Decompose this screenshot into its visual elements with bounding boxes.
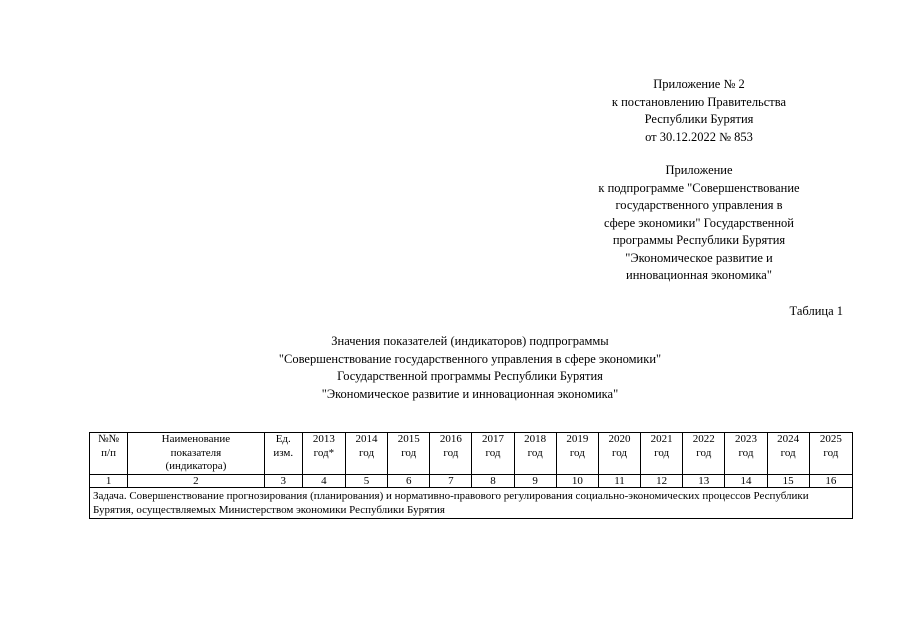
header-text: показателя — [170, 446, 222, 459]
column-number-cell: 2 — [128, 474, 265, 487]
header-text: п/п — [101, 446, 116, 459]
column-number-cell: 11 — [598, 474, 640, 487]
header-cell-year — [388, 433, 430, 475]
header-cell-year — [556, 433, 598, 475]
year-label: 2024 — [777, 433, 800, 445]
column-number-cell: 1 — [90, 474, 128, 487]
year-label: 2025 — [819, 433, 842, 445]
year-suffix: год — [527, 446, 543, 459]
header-cell-unit — [264, 433, 302, 475]
indicators-table — [89, 432, 853, 519]
table-header-row — [90, 433, 853, 475]
header-cell-year — [514, 433, 556, 475]
appendix-sub-line: сфере экономики" Государственной — [603, 215, 794, 230]
header-text: Ед. — [275, 433, 291, 445]
header-cell-year — [598, 433, 640, 475]
table-label: Таблица 1 — [789, 304, 843, 318]
header-cell-year — [809, 433, 852, 475]
appendix-sub-line: к подпрограмме "Совершенствование — [598, 180, 800, 195]
column-number-cell: 8 — [472, 474, 514, 487]
year-suffix: год — [654, 446, 670, 459]
appendix-main-line: Республики Бурятия — [644, 112, 754, 126]
title-line: Государственной программы Республики Бурятия — [337, 369, 603, 383]
column-number-cell: 3 — [264, 474, 302, 487]
column-number-cell: 13 — [683, 474, 725, 487]
year-suffix: год — [738, 446, 754, 459]
year-label: 2014 — [355, 433, 378, 445]
header-text: изм. — [273, 446, 294, 459]
header-cell-number — [90, 433, 128, 475]
year-suffix: год — [485, 446, 501, 459]
column-number-cell: 12 — [641, 474, 683, 487]
header-cell-year — [472, 433, 514, 475]
header-cell-year — [725, 433, 767, 475]
year-label: 2020 — [608, 433, 631, 445]
column-number-row — [90, 474, 853, 487]
year-suffix: год — [569, 446, 585, 459]
year-label: 2018 — [524, 433, 547, 445]
header-cell-year — [345, 433, 387, 475]
header-cell-year — [683, 433, 725, 475]
year-label: 2015 — [397, 433, 420, 445]
appendix-sub-line: государственного управления в — [615, 198, 783, 212]
column-number-cell: 10 — [556, 474, 598, 487]
header-cell-year — [430, 433, 472, 475]
header-cell-year — [302, 433, 345, 475]
year-label: 2023 — [734, 433, 757, 445]
task-description: Задача. Совершенствование прогнозирования (планирования) и нормативно-правового регулирования социально-экономических процессов Республики Бурятия, осуществляемых Министерством экономики Республики Бурятия — [90, 487, 853, 518]
header-cell-indicator-name — [128, 433, 265, 475]
title-line: Значения показателей (индикаторов) подпрограммы — [331, 334, 609, 348]
appendix-sub-header — [549, 162, 849, 285]
appendix-main-line: к постановлению Правительства — [611, 94, 787, 109]
document-title — [150, 333, 790, 403]
year-suffix: год — [611, 446, 627, 459]
column-number-cell: 16 — [809, 474, 852, 487]
column-number-cell: 15 — [767, 474, 809, 487]
year-suffix: год — [359, 446, 375, 459]
year-label: 2019 — [566, 433, 589, 445]
year-suffix: год — [823, 446, 839, 459]
title-line: "Совершенствование государственного управления в сфере экономики" — [278, 351, 662, 366]
appendix-sub-line: программы Республики Бурятия — [612, 233, 786, 247]
year-label: 2021 — [650, 433, 673, 445]
year-label: 2022 — [692, 433, 715, 445]
year-suffix: год — [696, 446, 712, 459]
year-suffix: год — [401, 446, 417, 459]
header-cell-year — [641, 433, 683, 475]
header-cell-year — [767, 433, 809, 475]
column-number-cell: 9 — [514, 474, 556, 487]
year-suffix: год* — [313, 446, 335, 459]
header-text: Наименование — [161, 433, 231, 445]
year-suffix: год — [443, 446, 459, 459]
year-label: 2017 — [482, 433, 505, 445]
year-label: 2016 — [439, 433, 462, 445]
appendix-sub-line: инновационная экономика" — [626, 268, 772, 282]
header-text: №№ — [98, 433, 120, 445]
year-label: 2013 — [312, 433, 335, 445]
column-number-cell: 7 — [430, 474, 472, 487]
header-text: (индикатора) — [165, 460, 227, 472]
task-row — [90, 487, 853, 518]
year-suffix: год — [780, 446, 796, 459]
column-number-cell: 5 — [345, 474, 387, 487]
column-number-cell: 4 — [302, 474, 345, 487]
appendix-main-line: от 30.12.2022 № 853 — [645, 129, 753, 144]
column-number-cell: 6 — [388, 474, 430, 487]
appendix-sub-line: "Экономическое развитие и — [625, 250, 773, 265]
appendix-main-line: Приложение № 2 — [653, 77, 745, 91]
title-line: "Экономическое развитие и инновационная экономика" — [321, 386, 619, 401]
appendix-main-header — [549, 76, 849, 146]
column-number-cell: 14 — [725, 474, 767, 487]
appendix-sub-line: Приложение — [665, 163, 733, 177]
